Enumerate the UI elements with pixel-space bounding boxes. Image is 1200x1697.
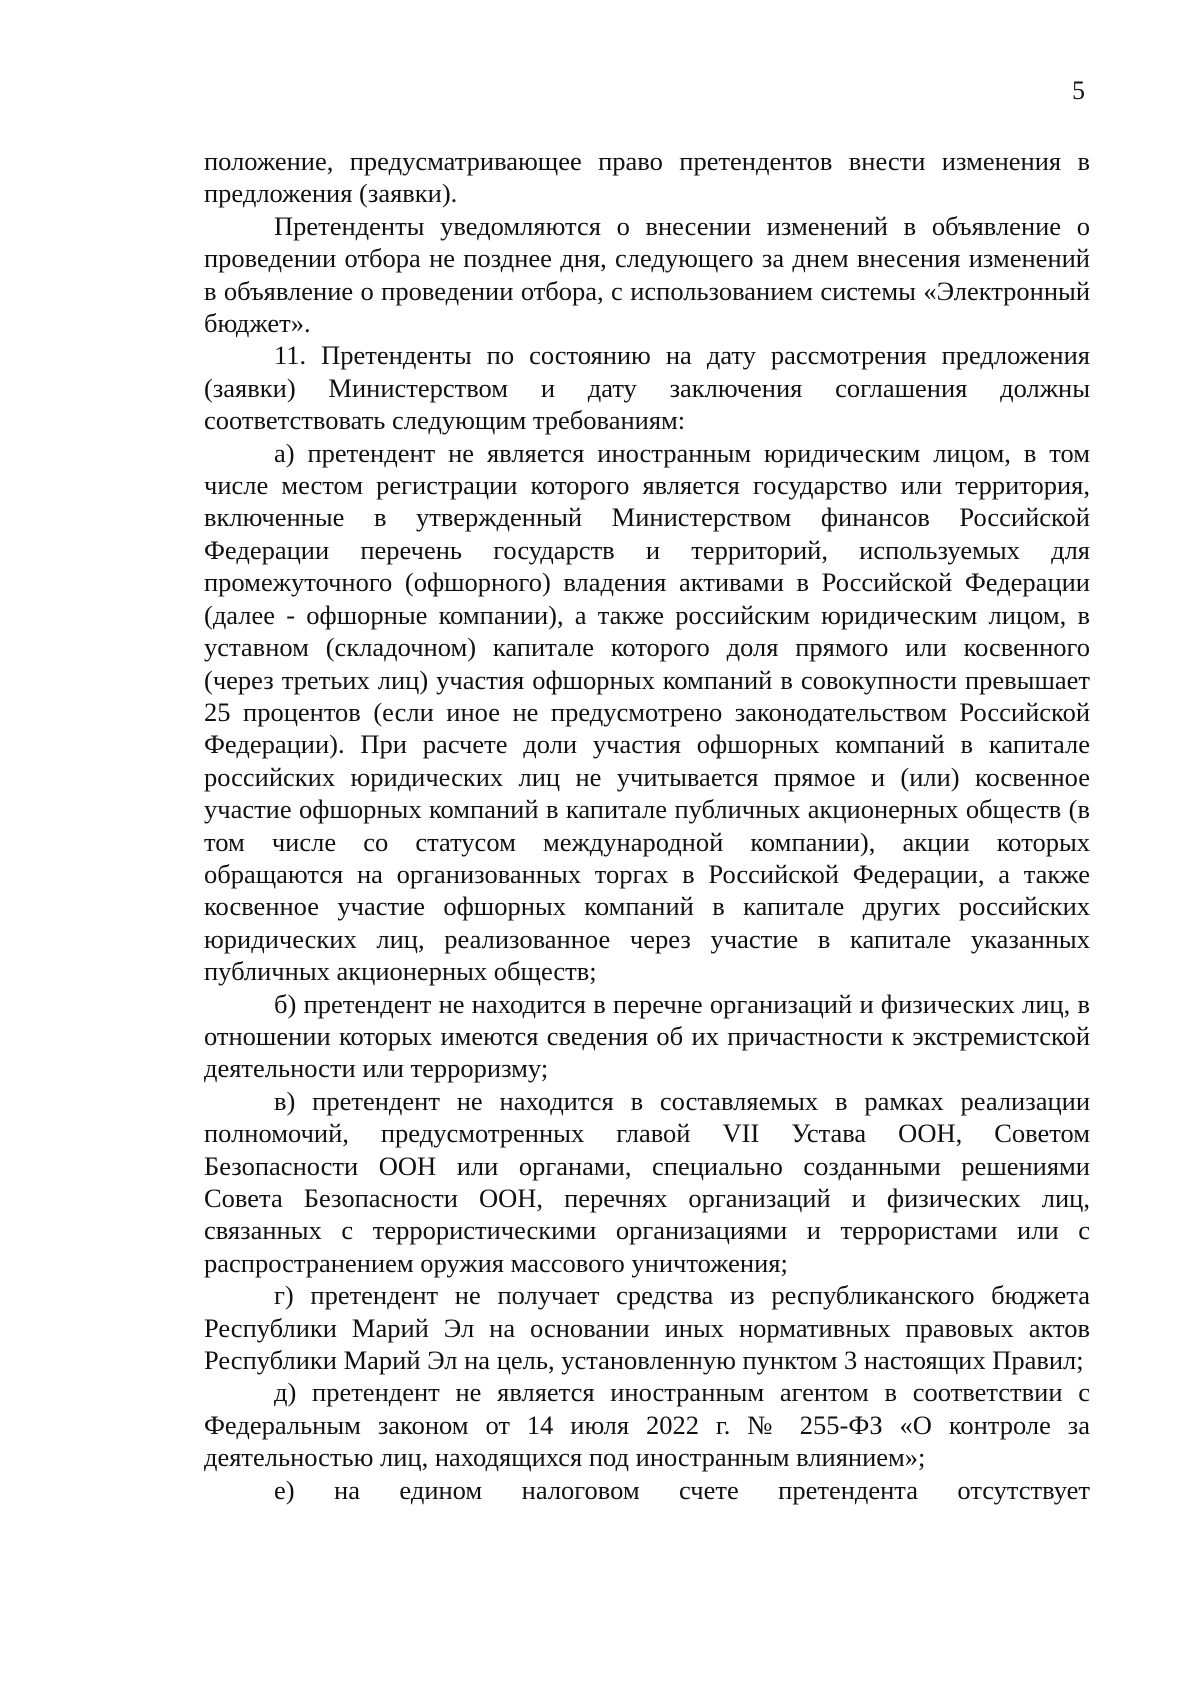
paragraph-continuation: положение, предусматривающее право претендентов внести изменения в предложения (заявки). <box>204 146 1090 209</box>
paragraph-subitem-a: а) претендент не является иностранным юридическим лицом, в том числе местом регистрации которого является государство или территория, включенные в утвержденный Министерством финансов Российской Федерации перечень государств и территорий, используемых для промежуточного (офшорного) владения активами в Российской Федерации (далее - офшорные компании), а также российским юридическим лицом, в уставном (складочном) капитале которого доля прямого или косвенного (через третьих лиц) участия офшорных компаний в совокупности превышает 25 процентов (если иное не предусмотрено законодательством Российской Федерации). При расчете доли участия офшорных компаний в капитале российских юридических лиц не учитывается прямое и (или) косвенное участие офшорных компаний в капитале публичных акционерных обществ (в том числе со статусом международной компании), акции которых обращаются на организованных торгах в Российской Федерации, а также косвенное участие офшорных компаний в капитале других российских юридических лиц, реализованное через участие в капитале указанных публичных акционерных обществ; <box>204 437 1090 987</box>
paragraph-subitem-b: б) претендент не находится в перечне организаций и физических лиц, в отношении которых имеются сведения об их причастности к экстремистской деятельности или терроризму; <box>204 988 1090 1084</box>
page-number: 5 <box>1072 76 1085 105</box>
paragraph-notification: Претенденты уведомляются о внесении изменений в объявление о проведении отбора не позднее дня, следующего за днем внесения изменений в объявление о проведении отбора, с использованием системы «Электронный бюджет». <box>204 210 1090 339</box>
document-body <box>204 145 1090 1506</box>
paragraph-subitem-e: е) на едином налоговом счете претендента отсутствует <box>274 1474 1090 1505</box>
paragraph-subitem-d: д) претендент не является иностранным агентом в соответствии с Федеральным законом от 14 июля 2022 г. № 255-ФЗ «О контроле за деятельностью лиц, находящихся под иностранным влиянием»; <box>204 1377 1090 1473</box>
paragraph-item-11: 11. Претенденты по состоянию на дату рассмотрения предложения (заявки) Министерством и дату заключения соглашения должны соответствовать следующим требованиям: <box>204 340 1090 436</box>
paragraph-subitem-g: г) претендент не получает средства из республиканского бюджета Республики Марий Эл на основании иных нормативных правовых актов Республики Марий Эл на цель, установленную пунктом 3 настоящих Правил; <box>204 1280 1090 1376</box>
paragraph-subitem-v: в) претендент не находится в составляемых в рамках реализации полномочий, предусмотренных главой VII Устава ООН, Советом Безопасности ООН или органами, специально созданными решениями Совета Безопасности ООН, перечнях организаций и физических лиц, связанных с террористическими организациями и террористами или с распространением оружия массового уничтожения; <box>204 1085 1090 1278</box>
